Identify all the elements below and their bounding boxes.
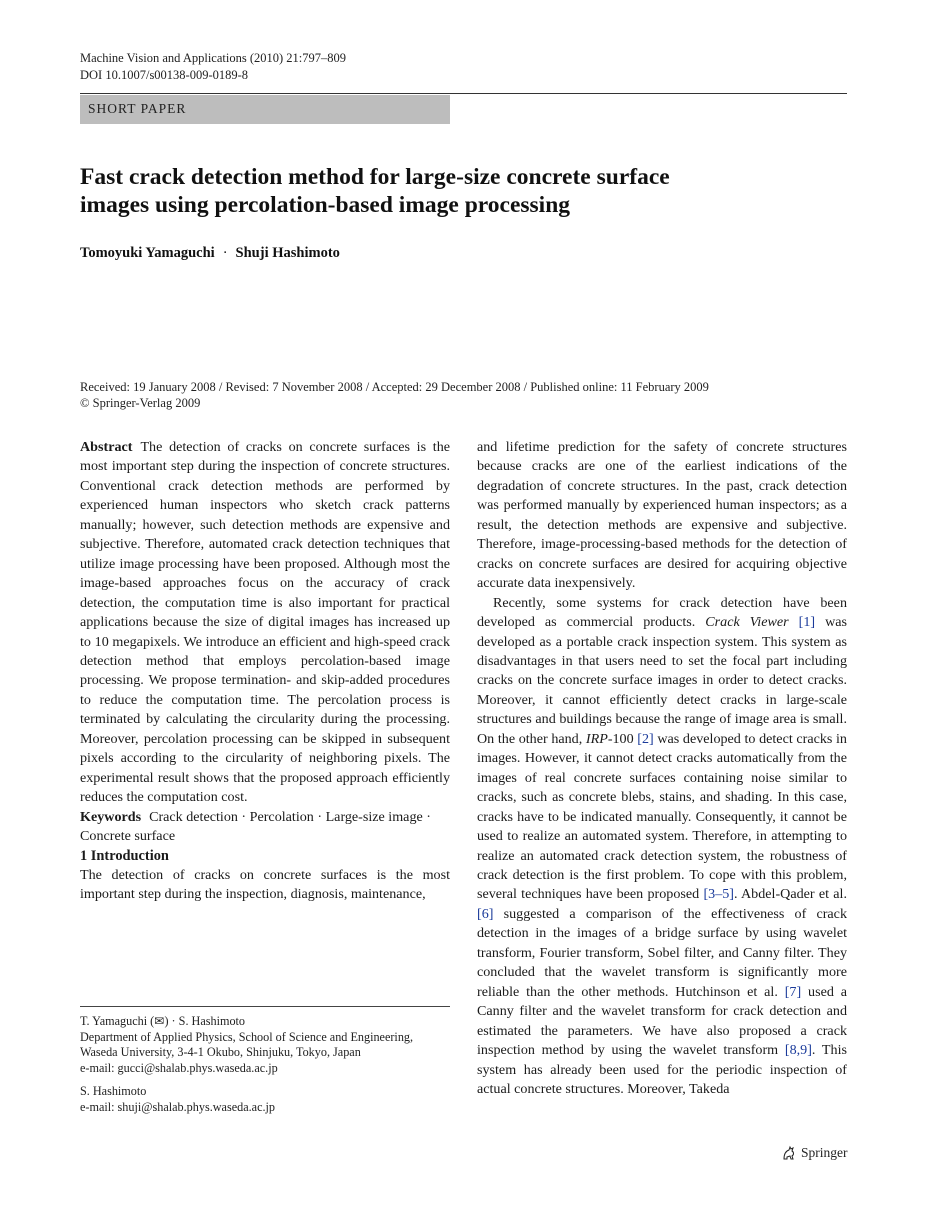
p2-text-6: used a Canny filter and the wavelet transform for crack detection and estimated the parameters. We have also proposed a crack inspection method by using the wavelet transform xyxy=(477,983,847,1059)
author-1[interactable]: Tomoyuki Yamaguchi xyxy=(80,245,215,261)
footnote-authors: T. Yamaguchi (✉) · S. Hashimoto xyxy=(80,1014,246,1028)
p2-text-2: was developed as a portable crack inspection system. This system as disadvantages in that users need to set the focal part including cracks on the concrete surface images in order to detect cracks. Moreover, it cannot efficiently detect cracks in large-scale structures and buildings because the range of image area is small. On the other hand, xyxy=(477,614,847,747)
citation-ref-2[interactable]: [2] xyxy=(637,730,654,747)
p2-text-3: was developed to detect cracks in images. However, it cannot detect cracks automatically from the images of real concrete surfaces containing noise similar to cracks, such as concrete blebs, stains, and shading. In this case, cracks have to be indicated manually. Consequently, it cannot be used to realize an automated system. Therefore, in attempting to realize an automated crack detection system, the robustness of crack detection is the first problem. To cope with this problem, several techniques have been proposed xyxy=(477,730,847,903)
springer-horse-icon xyxy=(781,1145,797,1161)
footnote-gap xyxy=(80,1076,455,1084)
abstract-label: Abstract xyxy=(80,439,133,455)
author-footnote xyxy=(80,1014,455,1116)
title-line-2: images using percolation-based image processing xyxy=(80,192,571,218)
footnote-rule xyxy=(80,1006,450,1007)
section-label: SHORT PAPER xyxy=(88,101,187,116)
abstract xyxy=(80,438,450,808)
abstract-text: The detection of cracks on concrete surfaces is the most important step during the inspection of concrete structures. Conventional crack detection methods are performed by experienced human inspectors who sketch crack patterns manually; however, such detection methods are expensive and subjective. Therefore, automated crack detection techniques that utilize image processing have been proposed. Although most the image-based approaches focus on the accuracy of crack detection, the computation time is also important for practical applications because the size of digital images has increased up to 10 megapixels. We introduce an efficient and high-speed crack detection method that employs percolation-based image processing. We propose termination- and skip-added procedures to reduce the computation time. The percolation process is terminated by calculating the circularity during the processing. Moreover, percolation processing can be skipped in subsequent pixels according to the circularity of neighboring pixels. The experimental result shows that the proposed approach efficiently reduces the computation cost. xyxy=(80,439,450,806)
citation-ref-7[interactable]: [7] xyxy=(784,983,802,1000)
p2-text-4: . Abdel-Qader et al. xyxy=(733,886,847,903)
publication-history xyxy=(80,379,847,411)
publisher-name: Springer xyxy=(801,1145,848,1160)
copyright: © Springer-Verlag 2009 xyxy=(80,396,201,410)
footnote-author-2: S. Hashimoto xyxy=(80,1084,147,1099)
author-separator: · xyxy=(222,245,228,261)
doi[interactable]: DOI 10.1007/s00138-009-0189-8 xyxy=(80,68,249,82)
footnote-email-1[interactable]: e-mail: gucci@shalab.phys.waseda.ac.jp xyxy=(80,1060,278,1075)
irp-suffix: -100 xyxy=(607,730,634,747)
section-heading-introduction: 1 Introduction xyxy=(80,847,169,864)
intro-paragraph-2 xyxy=(477,594,847,1100)
keywords-label: Keywords xyxy=(80,808,142,825)
citation-ref-3-5[interactable]: [3–5] xyxy=(703,886,734,903)
footnote-email-2[interactable]: e-mail: shuji@shalab.phys.waseda.ac.jp xyxy=(80,1099,275,1114)
left-column xyxy=(80,438,450,905)
intro-paragraph-continued: and lifetime prediction for the safety of concrete structures because cracks are one of the earliest indications of the degradation of concrete structures. In the past, crack detection was performed manually by experienced human inspectors; as a result, the detection methods are expensive and subjective. Therefore, image-processing-based methods for the detection of cracks on concrete surfaces are desired for acquiring objective accurate data inexpensively. xyxy=(477,439,847,592)
keywords xyxy=(80,808,450,847)
header-rule xyxy=(80,93,847,94)
paper-title xyxy=(80,163,780,219)
p2-text-7: . This system has already been used for the periodic inspection of actual concrete structures. Moreover, Takeda xyxy=(477,1042,847,1097)
p2-text-5: suggested a comparison of the effectiveness of crack detection in the images of a bridge surface by using wavelet transform, Fourier transform, Sobel filter, and Canny filter. They concluded that the wavelet transform is significantly more reliable than the other methods. Hutchinson et al. xyxy=(477,905,847,1000)
crack-viewer-name: Crack Viewer xyxy=(705,614,789,631)
irp-name: IRP xyxy=(585,730,608,747)
author-list xyxy=(80,245,340,262)
citation-ref-6[interactable]: [6] xyxy=(477,905,494,922)
journal-citation: Machine Vision and Applications (2010) 21:797–809 xyxy=(80,51,347,65)
footnote-address: Waseda University, 3-4-1 Okubo, Shinjuku, Tokyo, Japan xyxy=(80,1045,361,1060)
title-line-1: Fast crack detection method for large-size concrete surface xyxy=(80,164,670,190)
right-column xyxy=(477,438,847,1099)
section-label-band xyxy=(80,95,450,124)
citation-ref-1[interactable]: [1] xyxy=(798,614,816,631)
intro-paragraph-start: The detection of cracks on concrete surfaces is the most important step during the inspection, diagnosis, maintenance, xyxy=(80,866,450,903)
footnote-affiliation: Department of Applied Physics, School of Science and Engineering, xyxy=(80,1029,414,1044)
citation-ref-8-9[interactable]: [8,9] xyxy=(784,1042,812,1059)
p2-text-1: Recently, some systems for crack detection have been developed as commercial products. xyxy=(477,594,847,631)
dates-history: Received: 19 January 2008 / Revised: 7 November 2008 / Accepted: 29 December 2008 / Published online: 11 February 2009 xyxy=(80,380,709,394)
author-2[interactable]: Shuji Hashimoto xyxy=(235,245,340,261)
publisher-footer xyxy=(781,1145,848,1161)
keywords-text: Crack detection · Percolation · Large-size image · Concrete surface xyxy=(80,808,431,845)
